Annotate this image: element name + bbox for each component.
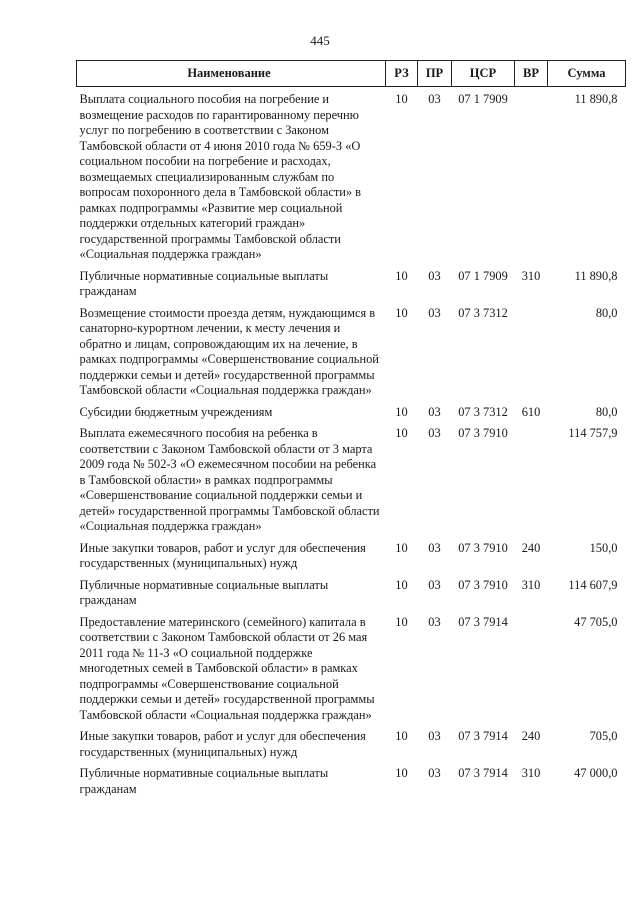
row-rz-cell: 10	[395, 426, 408, 440]
table-row	[77, 766, 626, 803]
row-sum-cell: 150,0	[589, 540, 618, 555]
row-pr-cell: 03	[428, 766, 441, 780]
table-row	[77, 269, 626, 306]
row-name-cell: Публичные нормативные социальные выплаты гражданам	[79, 268, 329, 298]
table-row	[77, 615, 626, 730]
row-vr-cell	[515, 426, 548, 541]
row-vr-cell: 310	[521, 268, 541, 283]
table-row	[77, 541, 626, 578]
row-vr-cell: 240	[521, 729, 541, 743]
row-sum-cell: 47 705,0	[574, 614, 618, 629]
row-name-cell: Иные закупки товаров, работ и услуг для обеспечения государственных (муниципальных) нужд	[79, 540, 366, 570]
column-header-vr: ВР	[515, 61, 548, 87]
row-vr-cell: 240	[521, 540, 541, 555]
row-vr-cell	[515, 615, 548, 730]
row-name-cell: Иные закупки товаров, работ и услуг для обеспечения государственных (муниципальных) нужд	[79, 729, 366, 759]
table-row	[77, 405, 626, 427]
column-header-csr: ЦСР	[452, 61, 515, 87]
row-pr-cell: 03	[428, 614, 441, 629]
row-csr-cell: 07 3 7910	[458, 540, 508, 555]
row-vr-cell	[515, 87, 548, 269]
row-name-cell: Публичные нормативные социальные выплаты гражданам	[79, 766, 329, 796]
row-sum-cell: 11 890,8	[574, 92, 618, 106]
row-vr-cell: 610	[521, 404, 541, 419]
table-row	[77, 87, 626, 269]
table-row	[77, 306, 626, 405]
row-rz-cell: 10	[395, 729, 408, 743]
column-header-name: Наименование	[77, 61, 386, 87]
row-pr-cell: 03	[428, 305, 441, 320]
column-header-rz: РЗ	[386, 61, 418, 87]
row-sum-cell: 47 000,0	[574, 766, 618, 780]
row-csr-cell: 07 3 7312	[458, 404, 508, 419]
budget-table	[76, 60, 626, 803]
row-csr-cell: 07 3 7914	[458, 614, 508, 629]
row-rz-cell: 10	[395, 305, 408, 320]
row-sum-cell: 80,0	[595, 305, 618, 320]
row-csr-cell: 07 3 7910	[458, 577, 508, 592]
row-name-cell: Субсидии бюджетным учреждениям	[79, 404, 273, 419]
row-rz-cell: 10	[395, 577, 408, 592]
table-row	[77, 426, 626, 541]
row-rz-cell: 10	[395, 540, 408, 555]
row-name-cell: Выплата социального пособия на погребение и возмещение расходов по гарантированному перечню услуг по погребению в соответствии с Законом Тамбовской области от 4 июня 2010 года № 659-З «О социальном пособии на погребение и расходах, возмещаемых специализированным службам по вопросам похоронного дела в Тамбовской области» в рамках подпрограммы «Развитие мер социальной поддержки отдельных категорий граждан» государственной программы Тамбовской области «Социальная поддержка граждан»	[79, 92, 362, 261]
column-header-pr: ПР	[418, 61, 452, 87]
row-pr-cell: 03	[428, 540, 441, 555]
row-vr-cell	[515, 306, 548, 405]
row-sum-cell: 114 757,9	[568, 426, 618, 440]
row-csr-cell: 07 3 7312	[458, 305, 508, 320]
row-name-cell: Выплата ежемесячного пособия на ребенка в соответствии с Законом Тамбовской области от 3 марта 2009 года № 502-З «О ежемесячном пособии на ребенка в Тамбовской области» в рамках подпрограммы «Совершенствование социальной поддержки семьи и детей» государственной программы Тамбовской области «Социальная поддержка граждан»	[79, 426, 380, 533]
page-number: 445	[310, 33, 330, 48]
row-vr-cell: 310	[521, 766, 541, 780]
row-vr-cell: 310	[521, 577, 541, 592]
row-rz-cell: 10	[395, 92, 408, 106]
row-csr-cell: 07 3 7914	[458, 729, 508, 743]
column-header-sum: Сумма	[548, 61, 626, 87]
row-rz-cell: 10	[395, 614, 408, 629]
row-sum-cell: 114 607,9	[568, 577, 618, 592]
row-pr-cell: 03	[428, 577, 441, 592]
row-rz-cell: 10	[395, 268, 408, 283]
row-pr-cell: 03	[428, 404, 441, 419]
row-csr-cell: 07 1 7909	[458, 268, 508, 283]
row-name-cell: Публичные нормативные социальные выплаты гражданам	[79, 577, 329, 607]
row-sum-cell: 11 890,8	[574, 268, 618, 283]
row-pr-cell: 03	[428, 729, 441, 743]
row-name-cell: Возмещение стоимости проезда детям, нуждающимся в санаторно-курортном лечении, к месту лечения и обратно и лицам, сопровождающим их на лечение, в рамках подпрограммы «Совершенствование социальной поддержки семьи и детей» государственной программы Тамбовской области «Социальная поддержка граждан»	[79, 305, 379, 397]
table-header-row	[77, 61, 626, 87]
row-csr-cell: 07 3 7910	[458, 426, 508, 440]
row-pr-cell: 03	[428, 268, 441, 283]
row-rz-cell: 10	[395, 766, 408, 780]
row-sum-cell: 80,0	[595, 404, 618, 419]
row-sum-cell: 705,0	[589, 729, 618, 743]
table-row	[77, 578, 626, 615]
row-rz-cell: 10	[395, 404, 408, 419]
row-csr-cell: 07 1 7909	[458, 92, 508, 106]
row-name-cell: Предоставление материнского (семейного) капитала в соответствии с Законом Тамбовской области от 26 мая 2011 года № 11-З «О социальной поддержке многодетных семей в Тамбовской области» в рамках подпрограммы «Совершенствование социальной поддержки семьи и детей» государственной программы Тамбовской области «Социальная поддержка граждан»	[79, 614, 375, 722]
table-row	[77, 729, 626, 766]
row-pr-cell: 03	[428, 426, 441, 440]
row-pr-cell: 03	[428, 92, 441, 106]
row-csr-cell: 07 3 7914	[458, 766, 508, 780]
